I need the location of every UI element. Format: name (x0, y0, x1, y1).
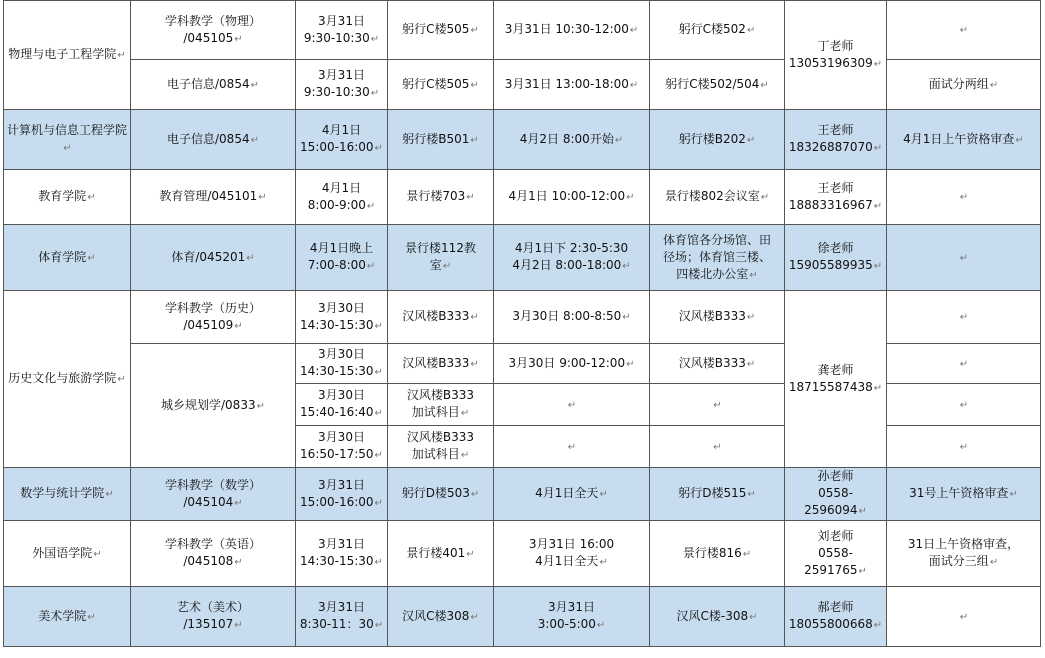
remark-cell: 31日上午资格审查， 面试分三组↵ (887, 521, 1041, 587)
written-time-cell: 3月30日 14:30-15:30↵ (296, 291, 388, 344)
interview-time-cell: 3月31日 3:00-5:00↵ (494, 587, 650, 647)
interview-place-cell: 躬行C楼502/504↵ (650, 60, 785, 110)
written-time-cell: 3月30日 14:30-15:30↵ (296, 344, 388, 384)
major-cell: 学科教学（物理） /045105↵ (131, 1, 296, 60)
written-place-cell: 汉风C楼308↵ (388, 587, 494, 647)
major-cell: 电子信息/0854↵ (131, 110, 296, 170)
contact-cell: 徐老师 15905589935↵ (785, 225, 887, 291)
major-cell: 艺术（美术） /135107↵ (131, 587, 296, 647)
table-row (4, 291, 1041, 344)
written-time-cell: 3月30日 15:40-16:40↵ (296, 384, 388, 426)
written-place-cell: 躬行D楼503↵ (388, 468, 494, 521)
remark-cell: 面试分两组↵ (887, 60, 1041, 110)
written-time-cell: 3月31日 9:30-10:30↵ (296, 1, 388, 60)
remark-cell: ↵ (887, 291, 1041, 344)
schedule-table (3, 0, 1041, 647)
table-row (4, 110, 1041, 170)
interview-time-cell: 3月30日 8:00-8:50↵ (494, 291, 650, 344)
contact-cell: 王老师 18326887070↵ (785, 110, 887, 170)
contact-cell: 丁老师 13053196309↵ (785, 1, 887, 110)
college-cell: 物理与电子工程学院↵ (4, 1, 131, 110)
written-place-cell: 景行楼703↵ (388, 170, 494, 225)
written-time-cell: 3月31日 9:30-10:30↵ (296, 60, 388, 110)
written-time-cell: 4月1日晚上 7:00-8:00↵ (296, 225, 388, 291)
contact-cell: 孙老师 0558-2596094↵ (785, 468, 887, 521)
interview-place-cell: 汉风楼B333↵ (650, 344, 785, 384)
major-cell: 体育/045201↵ (131, 225, 296, 291)
interview-place-cell: 汉风C楼-308↵ (650, 587, 785, 647)
interview-time-cell: 4月1日 10:00-12:00↵ (494, 170, 650, 225)
college-cell: 体育学院↵ (4, 225, 131, 291)
interview-time-cell: 4月2日 8:00开始↵ (494, 110, 650, 170)
major-cell: 教育管理/045101↵ (131, 170, 296, 225)
written-time-cell: 3月31日 14:30-15:30↵ (296, 521, 388, 587)
interview-time-cell: 4月1日下 2:30-5:30 4月2日 8:00-18:00↵ (494, 225, 650, 291)
interview-time-cell: ↵ (494, 426, 650, 468)
written-time-cell: 4月1日 8:00-9:00↵ (296, 170, 388, 225)
written-time-cell: 3月30日 16:50-17:50↵ (296, 426, 388, 468)
written-time-cell: 3月31日 15:00-16:00↵ (296, 468, 388, 521)
remark-cell: ↵ (887, 426, 1041, 468)
contact-cell: 王老师 18883316967↵ (785, 170, 887, 225)
college-cell: 计算机与信息工程学院↵ (4, 110, 131, 170)
remark-cell: ↵ (887, 344, 1041, 384)
written-place-cell: 景行楼401↵ (388, 521, 494, 587)
interview-time-cell: ↵ (494, 384, 650, 426)
college-cell: 教育学院↵ (4, 170, 131, 225)
interview-place-cell: 躬行D楼515↵ (650, 468, 785, 521)
written-time-cell: 4月1日 15:00-16:00↵ (296, 110, 388, 170)
remark-cell: ↵ (887, 225, 1041, 291)
interview-place-cell: 景行楼816↵ (650, 521, 785, 587)
interview-place-cell: 躬行C楼502↵ (650, 1, 785, 60)
major-cell: 城乡规划学/0833↵ (131, 344, 296, 468)
remark-cell: ↵ (887, 587, 1041, 647)
contact-cell: 龚老师 18715587438↵ (785, 291, 887, 468)
remark-cell: ↵ (887, 1, 1041, 60)
table-row (4, 587, 1041, 647)
major-cell: 电子信息/0854↵ (131, 60, 296, 110)
college-cell: 历史文化与旅游学院↵ (4, 291, 131, 468)
interview-place-cell: 汉风楼B333↵ (650, 291, 785, 344)
interview-place-cell: 体育馆各分场馆、田 径场；体育馆三楼、 四楼北办公室↵ (650, 225, 785, 291)
written-place-cell: 躬行C楼505↵ (388, 1, 494, 60)
remark-cell: 31号上午资格审查↵ (887, 468, 1041, 521)
table-row (4, 170, 1041, 225)
interview-place-cell: ↵ (650, 426, 785, 468)
written-place-cell: 躬行楼B501↵ (388, 110, 494, 170)
interview-place-cell: 景行楼802会议室↵ (650, 170, 785, 225)
remark-cell: ↵ (887, 384, 1041, 426)
table-row (4, 225, 1041, 291)
table-row (4, 521, 1041, 587)
interview-place-cell: 躬行楼B202↵ (650, 110, 785, 170)
written-time-cell: 3月31日 8:30-11：30↵ (296, 587, 388, 647)
remark-cell: 4月1日上午资格审查↵ (887, 110, 1041, 170)
contact-cell: 郝老师 18055800668↵ (785, 587, 887, 647)
major-cell: 学科教学（数学） /045104↵ (131, 468, 296, 521)
table-row (4, 1, 1041, 60)
contact-cell: 刘老师 0558-2591765↵ (785, 521, 887, 587)
written-place-cell: 汉风楼B333 加试科目↵ (388, 426, 494, 468)
written-place-cell: 景行楼112教 室↵ (388, 225, 494, 291)
major-cell: 学科教学（英语） /045108↵ (131, 521, 296, 587)
interview-time-cell: 3月30日 9:00-12:00↵ (494, 344, 650, 384)
college-cell: 外国语学院↵ (4, 521, 131, 587)
table-row (4, 468, 1041, 521)
written-place-cell: 汉风楼B333↵ (388, 344, 494, 384)
college-cell: 美术学院↵ (4, 587, 131, 647)
written-place-cell: 躬行C楼505↵ (388, 60, 494, 110)
written-place-cell: 汉风楼B333↵ (388, 291, 494, 344)
college-cell: 数学与统计学院↵ (4, 468, 131, 521)
remark-cell: ↵ (887, 170, 1041, 225)
interview-time-cell: 4月1日全天↵ (494, 468, 650, 521)
interview-place-cell: ↵ (650, 384, 785, 426)
interview-time-cell: 3月31日 16:00 4月1日全天↵ (494, 521, 650, 587)
interview-time-cell: 3月31日 13:00-18:00↵ (494, 60, 650, 110)
interview-time-cell: 3月31日 10:30-12:00↵ (494, 1, 650, 60)
major-cell: 学科教学（历史） /045109↵ (131, 291, 296, 344)
written-place-cell: 汉风楼B333 加试科目↵ (388, 384, 494, 426)
